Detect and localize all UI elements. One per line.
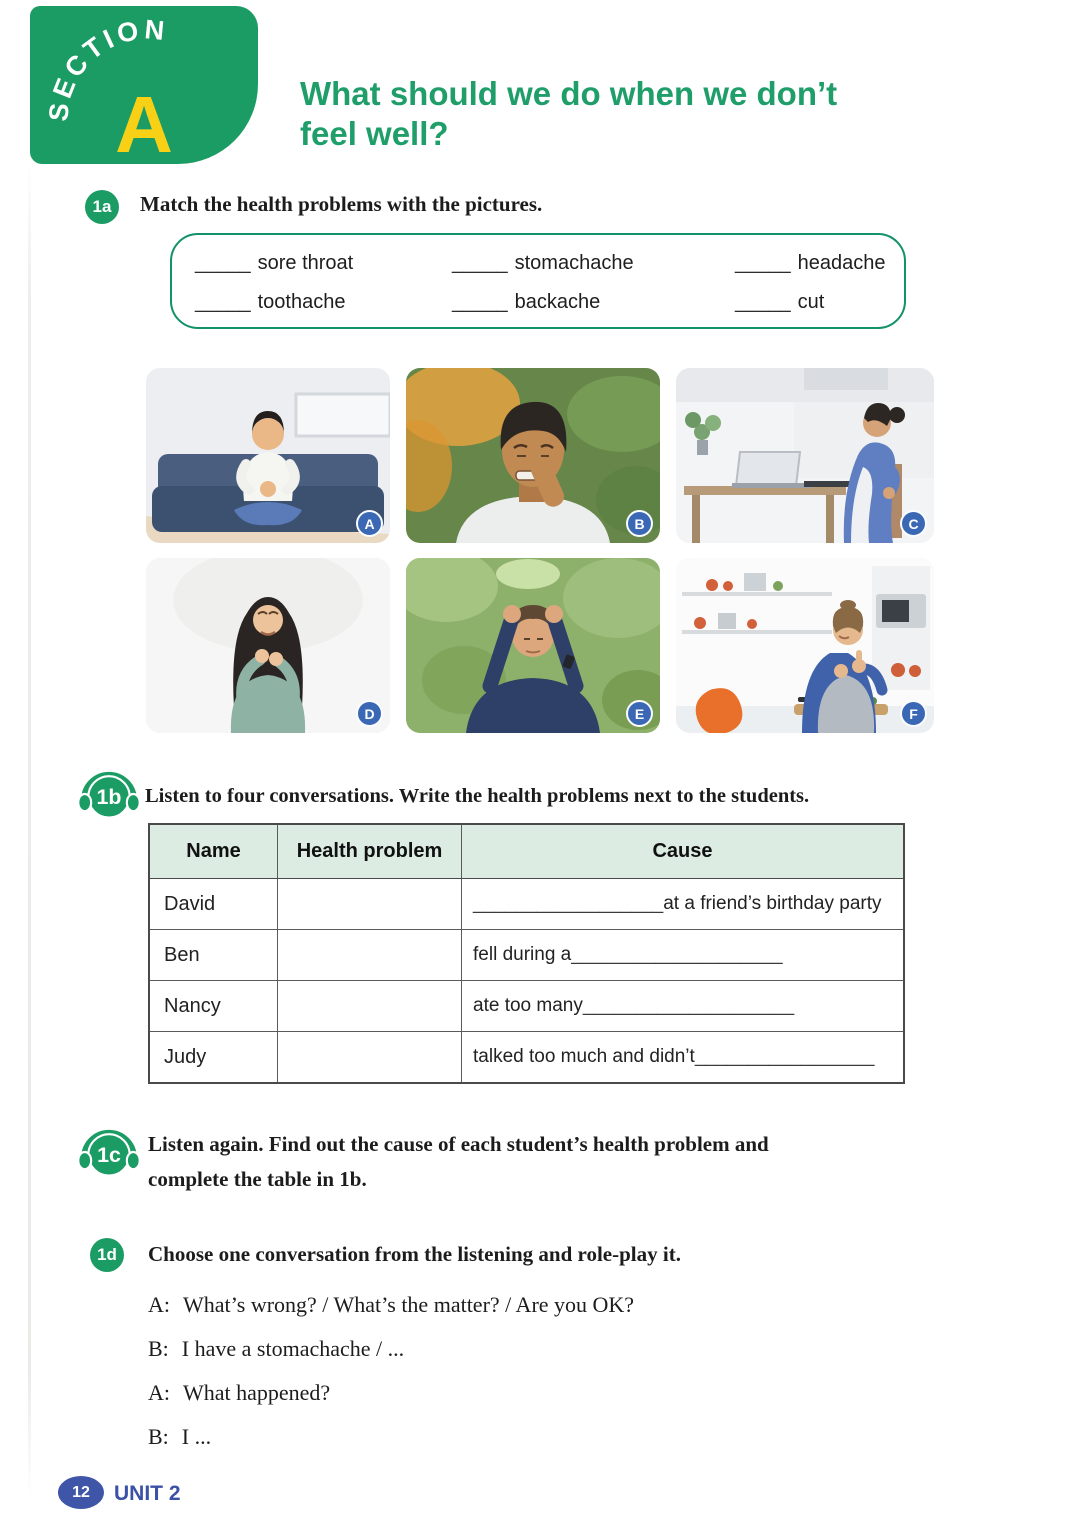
range-hood — [804, 368, 888, 390]
dialogue-speaker: A: — [148, 1380, 170, 1405]
word-label: stomachache — [514, 252, 634, 274]
word-item-stomachache — [452, 252, 735, 275]
exercise-1c-badge — [76, 1122, 142, 1182]
dialogue-text: What’s wrong? / What’s the matter? / Are you OK? — [183, 1292, 635, 1317]
table-header-row — [150, 825, 903, 879]
answer-blank: _____ — [195, 291, 251, 313]
listening-table — [148, 823, 905, 1084]
section-badge — [30, 6, 258, 164]
dialogue-line — [148, 1371, 634, 1415]
role-play-dialogue — [148, 1283, 634, 1459]
picture-letter-badge: E — [626, 700, 653, 727]
photo-b-illustration — [406, 368, 660, 543]
word-label: backache — [514, 291, 601, 313]
dialogue-line — [148, 1415, 634, 1459]
answer-blank: _____ — [735, 252, 791, 274]
dialogue-speaker: B: — [148, 1336, 169, 1361]
page-scan-edge — [28, 160, 31, 1500]
exercise-1a-badge: 1a — [85, 190, 119, 224]
fill-in-line: __________________ — [473, 893, 664, 914]
section-badge-art — [30, 6, 258, 164]
word-item-backache — [452, 291, 735, 314]
exercise-1a-instruction: Match the health problems with the pictures. — [140, 192, 543, 216]
exercise-1b-instruction: Listen to four conversations. Write the health problems next to the students. — [145, 785, 810, 807]
health-problem-cell — [278, 981, 462, 1031]
cause-cell: __________________ at a friend’s birthday party — [473, 893, 882, 914]
table-row-david — [150, 879, 903, 930]
exercise-1c-instruction — [148, 1127, 769, 1197]
photo-c-illustration — [676, 368, 934, 543]
picture-c-backache — [676, 368, 934, 543]
student-name: Judy — [150, 1032, 278, 1082]
student-name: Nancy — [150, 981, 278, 1031]
photo-d-illustration — [146, 558, 390, 733]
picture-f-cut — [676, 558, 934, 733]
word-label: headache — [797, 252, 886, 274]
word-item-toothache — [195, 291, 452, 314]
student-name: Ben — [150, 930, 278, 980]
dialogue-text: What happened? — [183, 1380, 331, 1405]
cause-cell: talked too much and didn’t _________________ — [473, 1046, 875, 1067]
table-row-judy — [150, 1032, 903, 1082]
exercise-1b-badge — [76, 764, 142, 824]
page-number-badge: 12 — [58, 1476, 104, 1509]
cause-cell: ate too many ____________________ — [473, 995, 795, 1016]
table-row-ben — [150, 930, 903, 981]
dialogue-line — [148, 1327, 634, 1371]
dialogue-text: I have a stomachache / ... — [181, 1336, 405, 1361]
answer-blank: _____ — [452, 252, 508, 274]
word-item-headache — [735, 252, 886, 275]
word-label: cut — [797, 291, 825, 313]
page-title — [300, 74, 900, 154]
whiteboard — [296, 394, 390, 436]
answer-blank: _____ — [195, 252, 251, 274]
section-letter: A — [115, 80, 173, 164]
photo-e-illustration — [406, 558, 660, 733]
word-label: sore throat — [257, 252, 354, 274]
fill-in-line: ____________________ — [571, 944, 783, 965]
answer-blank: _____ — [452, 291, 508, 313]
exercise-1c-instruction-line2: complete the table in 1b. — [148, 1167, 367, 1191]
exercise-1d-badge: 1d — [90, 1238, 124, 1272]
picture-letter-badge: D — [356, 700, 383, 727]
unit-label: UNIT 2 — [114, 1482, 181, 1505]
answer-blank: _____ — [735, 291, 791, 313]
exercise-1d-instruction: Choose one conversation from the listening and role-play it. — [148, 1242, 681, 1266]
picture-a-stomachache — [146, 368, 390, 543]
health-problem-cell — [278, 879, 462, 929]
picture-letter-badge: A — [356, 510, 383, 537]
dialogue-speaker: B: — [148, 1424, 169, 1449]
word-item-cut — [735, 291, 886, 314]
picture-letter-badge: C — [900, 510, 927, 537]
column-header-cause: Cause — [652, 840, 713, 862]
dialogue-line — [148, 1283, 634, 1327]
picture-e-headache — [406, 558, 660, 733]
health-problem-cell — [278, 930, 462, 980]
photo-a-illustration — [146, 368, 390, 543]
exercise-1c-instruction-line1: Listen again. Find out the cause of each student’s health problem and — [148, 1132, 769, 1156]
dialogue-speaker: A: — [148, 1292, 170, 1317]
column-header-health-problem: Health problem — [278, 825, 462, 878]
fill-in-line: _________________ — [694, 1046, 875, 1067]
hand-on-throat — [255, 649, 269, 663]
picture-letter-badge: F — [900, 700, 927, 727]
cause-cell: fell during a ____________________ — [473, 944, 783, 965]
exercise-1c-badge-label: 1c — [97, 1143, 121, 1167]
dialogue-text: I ... — [181, 1424, 212, 1449]
page-title-line2: feel well? — [300, 115, 449, 152]
picture-grid — [146, 368, 934, 733]
picture-b-toothache — [406, 368, 660, 543]
picture-d-sore-throat — [146, 558, 390, 733]
table-row-nancy — [150, 981, 903, 1032]
section-label: SECTION — [43, 14, 170, 123]
exercise-1b-badge-label: 1b — [96, 785, 122, 809]
health-problem-cell — [278, 1032, 462, 1082]
column-header-name: Name — [150, 825, 278, 878]
word-item-sore-throat — [195, 252, 452, 275]
student-name: David — [150, 879, 278, 929]
word-bank-box — [170, 233, 906, 329]
word-label: toothache — [257, 291, 346, 313]
photo-f-illustration — [676, 558, 934, 733]
page-title-line1: What should we do when we don’t — [300, 75, 838, 112]
fill-in-line: ____________________ — [582, 995, 795, 1016]
picture-letter-badge: B — [626, 510, 653, 537]
